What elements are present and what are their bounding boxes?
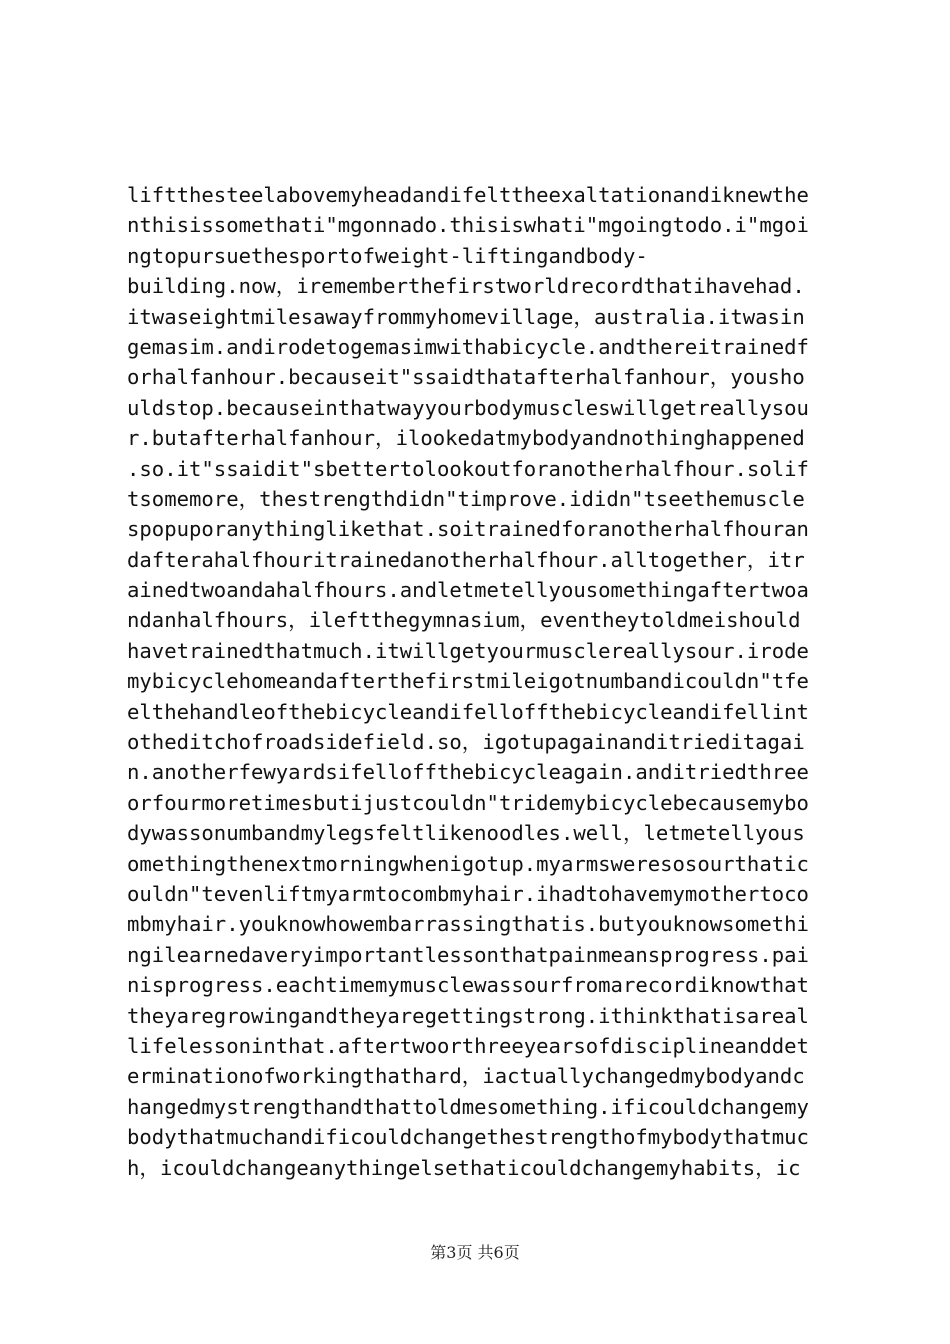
text-line: nthisissomethati"mgonnado.thisiswhati"mgoingtodo.i"mgoi [127,213,809,238]
text-line: gemasim.andirodetogemasimwithabicycle.andthereitrainedf [127,334,809,359]
document-body [127,180,839,1183]
text-line: ngilearnedaveryimportantlessonthatpainmeansprogress.pai [127,942,809,967]
text-line: tsomemore，thestrengthdidn"timprove.ididn"tseethemuscle [127,486,805,511]
text-line: mybicyclehomeandafterthefirstmileigotnumbandicouldn"tfe [127,669,809,694]
text-line: spopuporanythinglikethat.soitrainedforanotherhalfhouran [127,517,809,542]
text-line: havetrainedthatmuch.itwillgetyourmusclereallysour.irode [127,638,809,663]
text-line: erminationofworkingthathard，iactuallychangedmybodyandc [127,1064,805,1089]
text-line: bodythatmuchandificouldchangethestrengthofmybodythatmuc [127,1125,809,1150]
text-line: nisprogress.eachtimemymusclewassourfromarecordiknowthat [127,973,809,998]
text-line: r.butafterhalfanhour，ilookedatmybodyandnothinghappened [127,426,805,451]
text-line: ainedtwoandahalfhours.andletmetellyousomethingaftertwoa [127,578,809,603]
text-line: liftthesteelabovemyheadandifelttheexaltationandiknewthe [127,183,809,207]
text-line: theyaregrowingandtheyaregettingstrong.ithinkthatisareal [127,1003,809,1028]
text-line: uldstop.becauseinthatwayyourbodymuscleswillgetreallysou [127,395,809,420]
text-line: itwaseightmilesawayfrommyhomevillage，australia.itwasin [127,304,805,329]
text-line: elthehandleofthebicycleandifelloffthebicycleandifellint [127,699,809,724]
text-line: .so.it"ssaidit"sbettertolookoutforanotherhalfhour.solif [127,456,809,481]
text-line: building.now，irememberthefirstworldrecordthatihavehad. [127,274,805,299]
text-line: orfourmoretimesbutijustcouldn"tridemybicyclebecausemybo [127,790,809,815]
text-line: h，icouldchangeanythingelsethaticouldchangemyhabits，ic [127,1155,801,1180]
text-line: lifelessoninthat.aftertwoorthreeyearsofdisciplineanddet [127,1033,809,1058]
text-line: dywassonumbandmylegsfeltlikenoodles.well，letmetellyous [127,821,805,846]
text-line: omethingthenextmorningwhenigotup.myarmsweresosourthatic [127,851,809,876]
text-line: orhalfanhour.becauseit"ssaidthatafterhalfanhour，yousho [127,365,805,390]
text-line: mbmyhair.youknowhowembarrassingthatis.butyouknowsomethi [127,912,809,937]
page-number-footer: 第3页 共6页 [430,1243,520,1262]
text-line: ouldn"tevenliftmyarmtocombmyhair.ihadtohavemymothertoco [127,881,809,906]
text-line: otheditchofroadsidefield.so，igotupagainanditrieditagai [127,730,805,755]
text-line: dafterahalfhouritrainedanotherhalfhour.alltogether，itr [127,547,805,572]
text-line: ngtopursuethesportofweight-liftingandbody- [127,243,648,268]
text-line: ndanhalfhours，ileftthegymnasium，eventheytoldmeishould [127,608,801,633]
text-line: hangedmystrengthandthattoldmesomething.ificouldchangemy [127,1094,809,1119]
text-line: n.anotherfewyardsifelloffthebicycleagain.anditriedthree [127,760,809,785]
